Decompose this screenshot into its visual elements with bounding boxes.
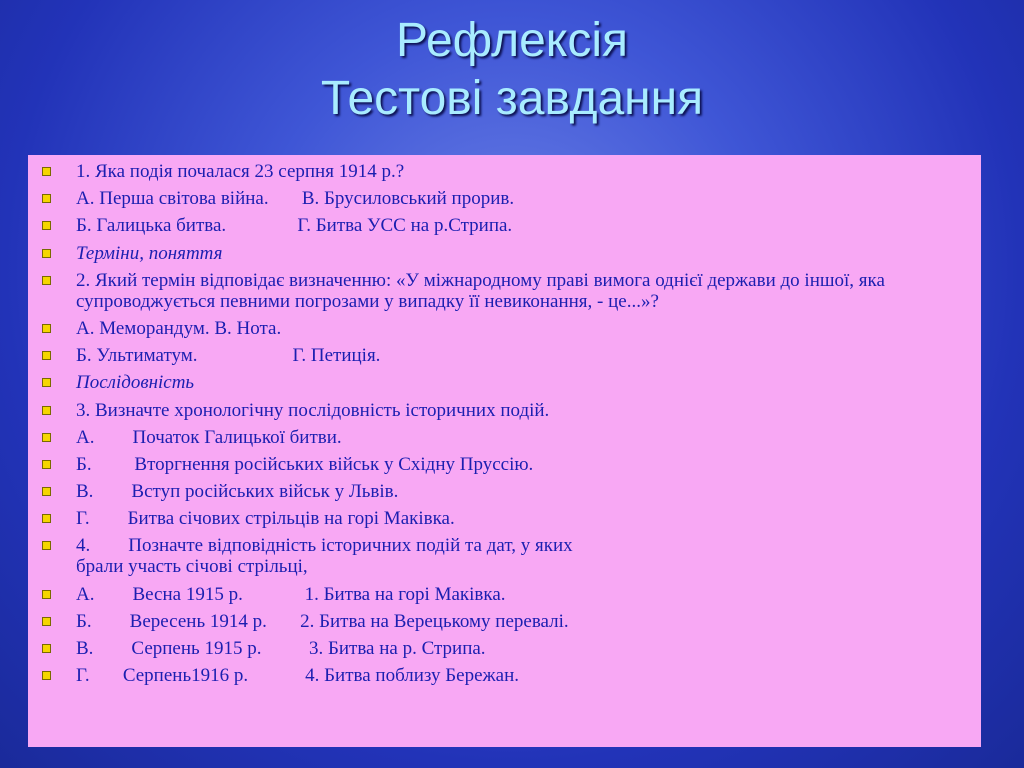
list-item (42, 345, 969, 366)
bullet-icon (42, 167, 51, 176)
list-item (42, 535, 969, 577)
list-item-text: Б. Вторгнення російських військ у Східну Пруссію. (76, 453, 534, 475)
list-item (42, 454, 969, 475)
bullet-icon (42, 406, 51, 415)
list-item (42, 584, 969, 605)
list-item (42, 508, 969, 529)
list-item-text: Б. Ультиматум. Г. Петиція. (76, 345, 381, 367)
list-item-text: 4. Позначте відповідність історичних подій та дат, у яких брали участь січові стрільці, (76, 535, 573, 578)
list-item-text: Г. Серпень1916 р. 4. Битва поблизу Бережан. (76, 665, 520, 687)
list-item-text: Б. Вересень 1914 р. 2. Битва на Верецькому перевалі. (76, 610, 569, 632)
list-item (42, 611, 969, 632)
bullet-icon (42, 351, 51, 360)
bullet-list (42, 161, 969, 686)
list-item-text: 3. Визначте хронологічну послідовність історичних подій. (76, 399, 550, 421)
list-item (42, 188, 969, 209)
bullet-icon (42, 541, 51, 550)
bullet-icon (42, 433, 51, 442)
list-item-text: 1. Яка подія почалася 23 серпня 1914 р.? (76, 161, 405, 182)
list-item-text: В. Серпень 1915 р. 3. Битва на р. Стрипа. (76, 638, 486, 659)
list-item-text: Г. Битва січових стрільців на горі Маківка. (76, 508, 455, 530)
bullet-icon (42, 487, 51, 496)
title-line-1: Рефлексія (396, 14, 628, 67)
bullet-icon (42, 460, 51, 469)
bullet-icon (42, 514, 51, 523)
list-item (42, 372, 969, 393)
list-item (42, 400, 969, 421)
list-item-text: Терміни, поняття (76, 242, 223, 264)
bullet-icon (42, 644, 51, 653)
list-item (42, 270, 969, 312)
bullet-icon (42, 221, 51, 230)
bullet-icon (42, 590, 51, 599)
list-item (42, 318, 969, 339)
bullet-icon (42, 671, 51, 680)
list-item (42, 215, 969, 236)
bullet-icon (42, 194, 51, 203)
list-item-text: А. Меморандум. В. Нота. (76, 317, 282, 339)
list-item-text: А. Перша світова війна. В. Брусиловський прорив. (76, 188, 515, 210)
bullet-icon (42, 378, 51, 387)
title-line-2: Тестові завдання (320, 72, 704, 125)
list-item (42, 481, 969, 502)
list-item-text: Б. Галицька битва. Г. Битва УСС на р.Стрипа. (76, 215, 513, 237)
list-item (42, 243, 969, 264)
list-item-text: А. Весна 1915 р. 1. Битва на горі Маківка. (76, 583, 506, 605)
bullet-icon (42, 324, 51, 333)
list-item (42, 427, 969, 448)
content-panel (28, 155, 981, 747)
list-item (42, 161, 969, 182)
list-item-text: В. Вступ російських військ у Львів. (76, 481, 399, 503)
list-item (42, 665, 969, 686)
bullet-icon (42, 617, 51, 626)
list-item-text: Послідовність (76, 372, 195, 394)
list-item-text: А. Початок Галицької битви. (76, 426, 342, 448)
list-item-text: 2. Який термін відповідає визначенню: «У міжнародному праві вимога однієї держави до іншої, яка супроводжується певними погрозами у випадку її невиконання, - це...»? (76, 269, 890, 312)
bullet-icon (42, 249, 51, 258)
list-item (42, 638, 969, 659)
bullet-icon (42, 276, 51, 285)
slide-title (0, 12, 1024, 128)
